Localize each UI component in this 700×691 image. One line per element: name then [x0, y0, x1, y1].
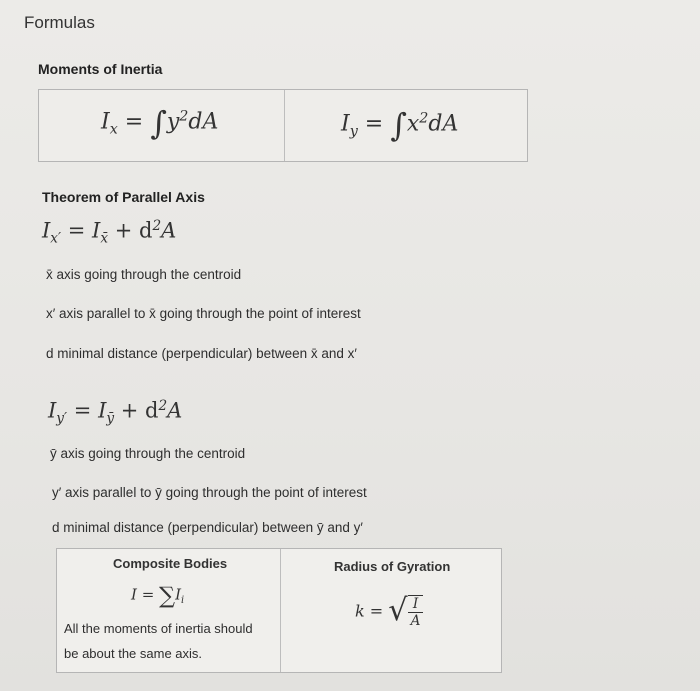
- py-tail: A: [167, 398, 183, 423]
- composite-table: [56, 548, 502, 673]
- x-line-2: x′ axis parallel to x̄ going through the point of interest: [46, 306, 361, 321]
- py-lhs-sub: y′: [56, 410, 68, 427]
- parallel-x-formula: $I_{x'} = I_{x̄} + d^2A$: [42, 218, 177, 247]
- x-line-3: d minimal distance (perpendicular) between x̄ and x′: [46, 346, 357, 361]
- ix-sub: x: [109, 121, 118, 138]
- k-fraction: [408, 595, 424, 629]
- py-rhs: I: [98, 398, 107, 423]
- composite-note-2: be about the same axis.: [64, 646, 203, 661]
- py-lhs: I: [48, 398, 57, 423]
- py-rest: + d: [120, 398, 159, 423]
- iy-lhs: I: [341, 111, 350, 137]
- composite-note-1: All the moments of inertia should: [64, 621, 253, 636]
- page-title: Formulas: [24, 13, 95, 32]
- py-rhs-sub: ȳ: [106, 410, 115, 427]
- ix-var: y: [166, 109, 180, 135]
- px-lhs-sub: x′: [50, 230, 62, 247]
- iy-exp: 2: [419, 110, 429, 127]
- sum-lhs: I: [131, 585, 137, 604]
- py-exp: 2: [158, 398, 168, 414]
- parallel-axis-heading: Theorem of Parallel Axis: [42, 189, 205, 205]
- moments-heading: Moments of Inertia: [38, 61, 163, 77]
- sum-eq: =: [136, 585, 160, 604]
- parallel-y-formula: $I_{y'} = I_ȳ + d^2A$: [48, 398, 183, 427]
- ix-tail: dA: [188, 109, 219, 135]
- sqrt-symbol: √: [388, 593, 408, 628]
- px-rhs-sub: x̄: [100, 230, 109, 247]
- moments-cell-ix: [39, 90, 285, 161]
- y-line-2: y′ axis parallel to ȳ going through the point of interest: [52, 485, 367, 500]
- ix-exp: 2: [179, 108, 189, 125]
- ix-integral: ∫: [150, 104, 167, 142]
- moments-table: [38, 89, 528, 162]
- radius-header: Radius of Gyration: [334, 559, 451, 574]
- iy-sub: y: [349, 123, 358, 140]
- y-line-1: ȳ axis going through the centroid: [50, 446, 246, 461]
- radius-formula: [355, 593, 423, 629]
- iy-tail: dA: [428, 111, 459, 137]
- composite-header: Composite Bodies: [113, 556, 228, 571]
- px-rest: + d: [114, 218, 153, 243]
- k-lhs: k: [355, 601, 365, 621]
- sum-formula: [131, 583, 184, 609]
- composite-cell: [57, 549, 281, 672]
- px-tail: A: [161, 218, 177, 243]
- sum-sub: i: [181, 595, 185, 607]
- iy-formula: [341, 106, 458, 144]
- y-line-3: d minimal distance (perpendicular) between ȳ and y′: [52, 520, 363, 535]
- x-line-1: x̄ axis going through the centroid: [46, 267, 242, 282]
- px-lhs: I: [42, 218, 51, 243]
- px-exp: 2: [152, 218, 162, 234]
- px-rhs: I: [92, 218, 101, 243]
- iy-eq: =: [357, 111, 391, 137]
- iy-integral: ∫: [390, 106, 407, 144]
- iy-var: x: [406, 111, 420, 137]
- ix-lhs: I: [101, 109, 110, 135]
- k-eq: =: [364, 601, 389, 621]
- sum-sigma: ∑: [159, 583, 176, 609]
- ix-eq: =: [117, 109, 151, 135]
- k-num: I: [408, 596, 424, 613]
- ix-formula: [101, 104, 218, 142]
- k-den: A: [410, 612, 421, 629]
- sum-var: I: [175, 585, 182, 604]
